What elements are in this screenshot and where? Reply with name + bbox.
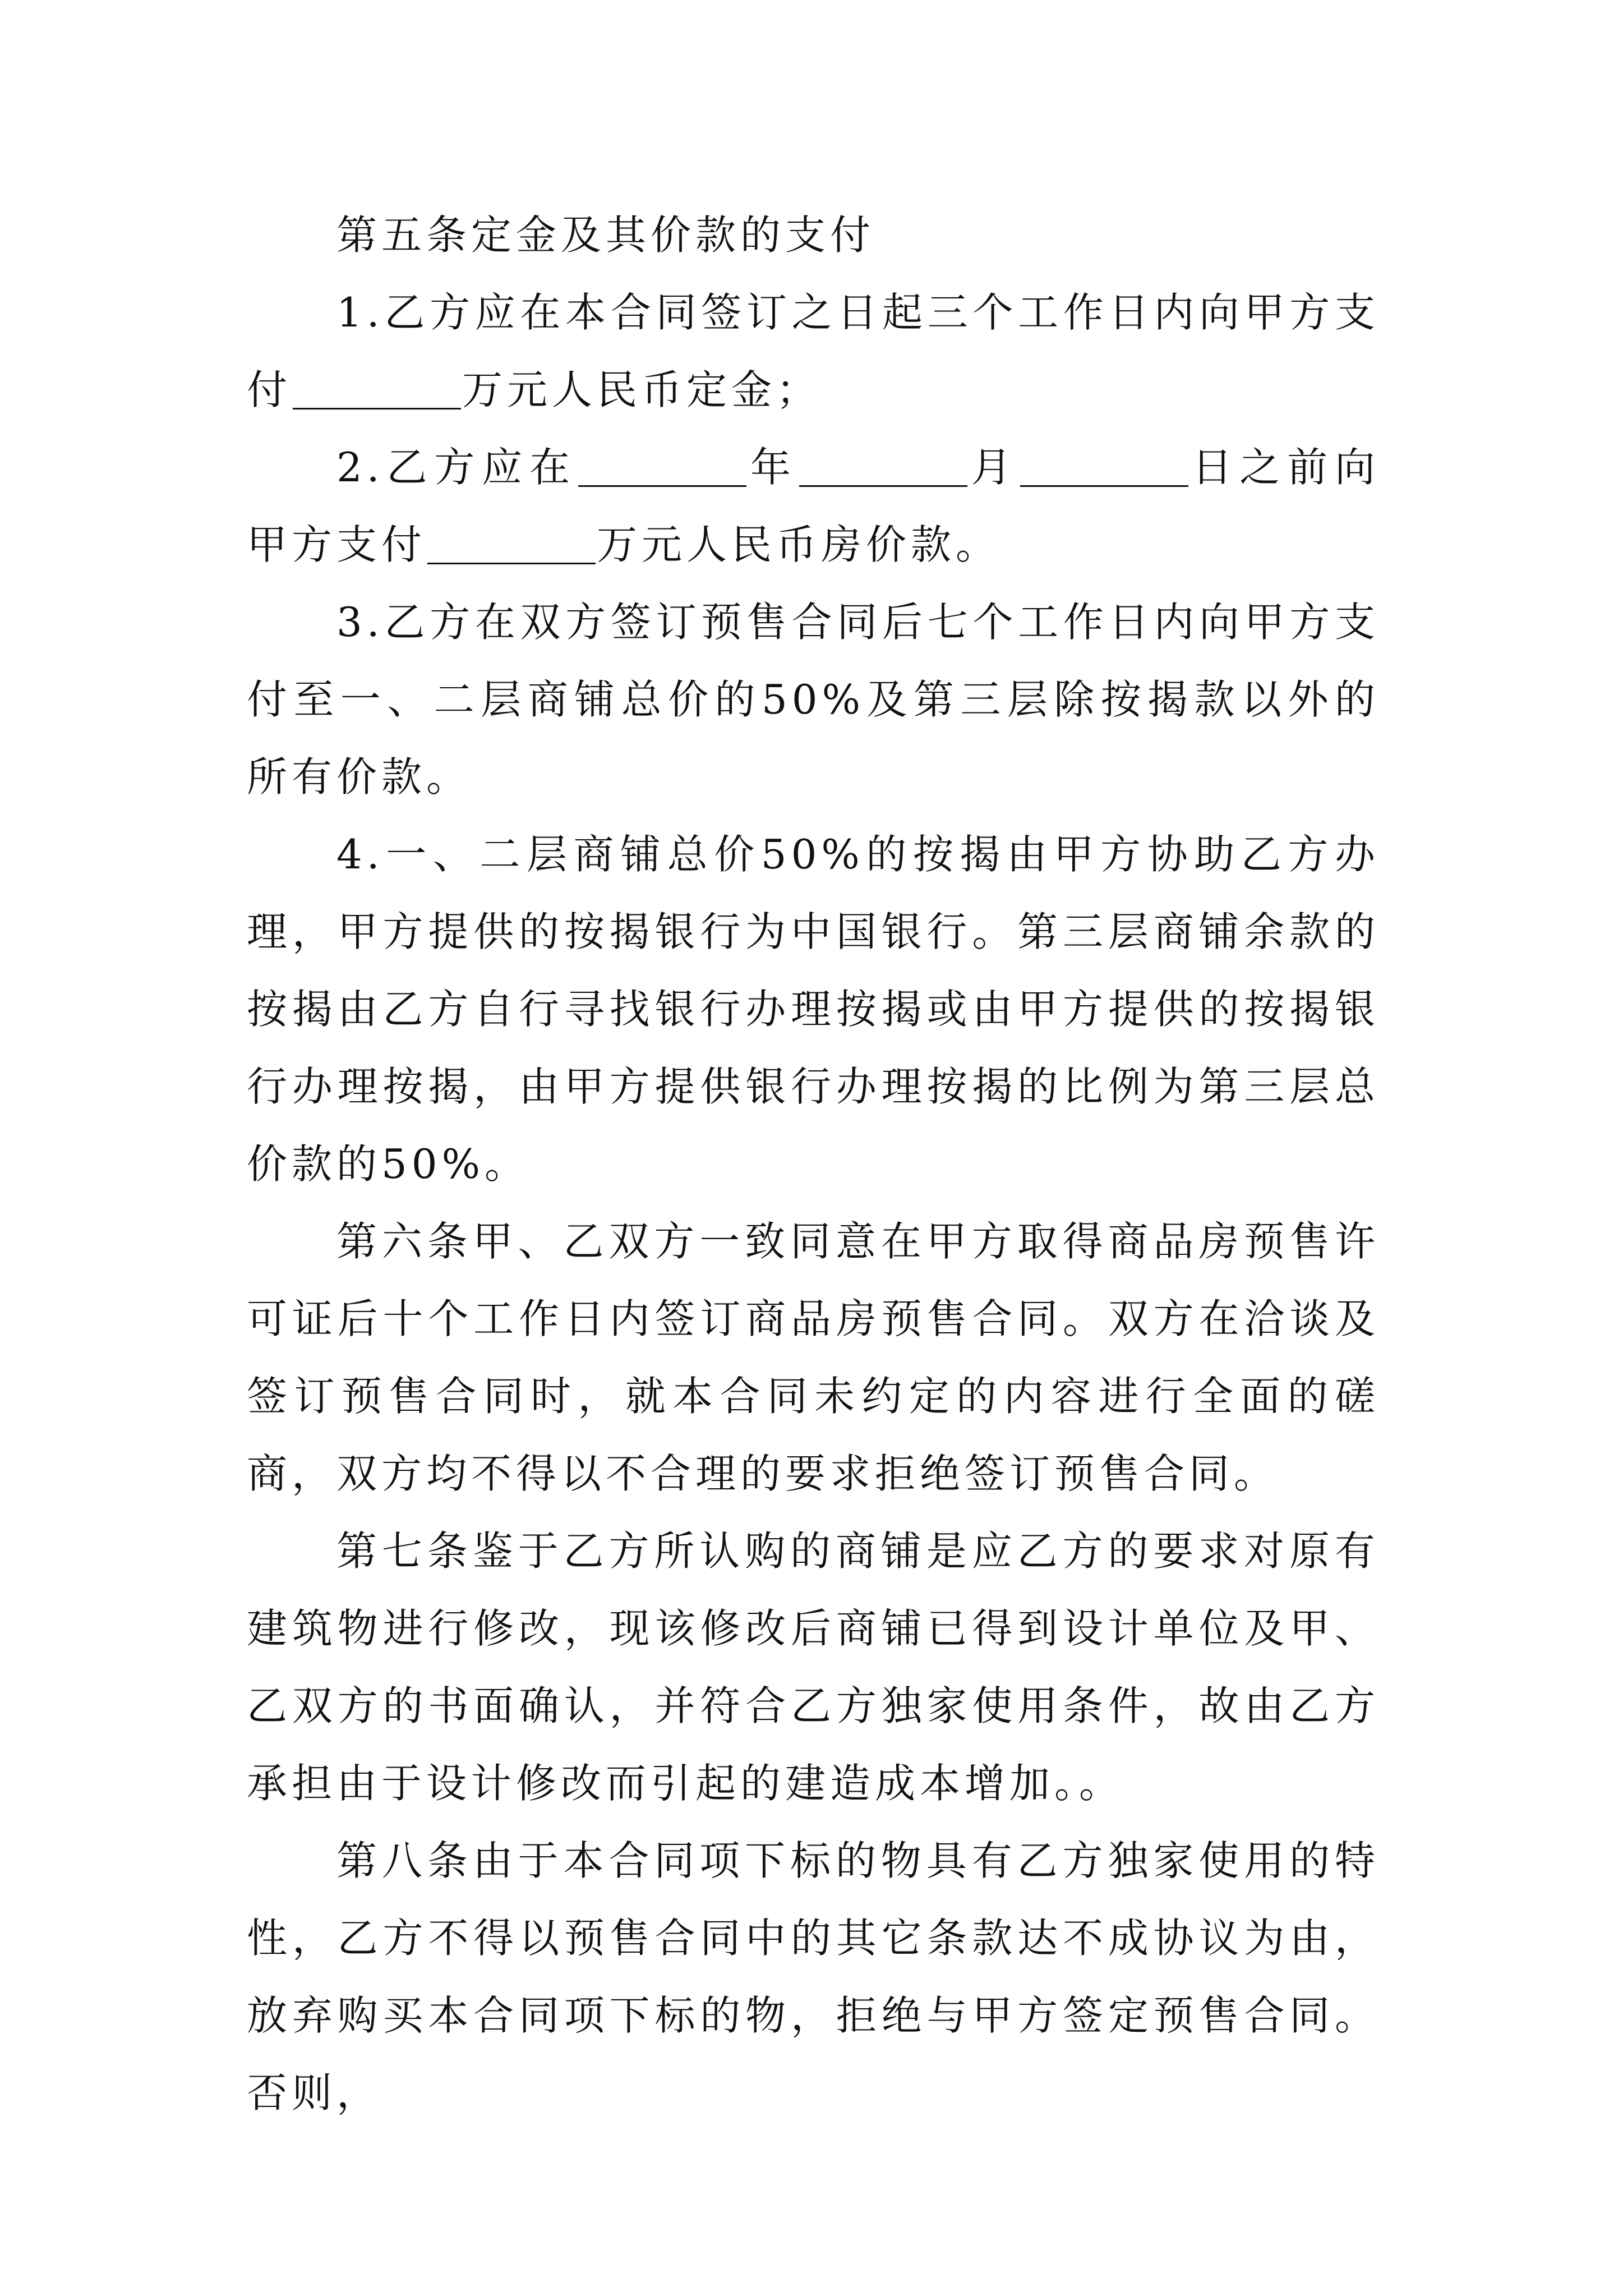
paragraph-article-5-title: 第五条定金及其价款的支付	[336, 211, 875, 259]
paragraph-article-6: 第六条甲、乙双方一致同意在甲方取得商品房预售许可证后十个工作日内签订商品房预售合同。双方在洽谈及签订预售合同时，就本合同未约定的内容进行全面的磋商，双方均不得以不合理的要求拒绝签订预售合同。	[247, 1218, 1380, 1497]
paragraph-clause-3: 3.乙方在双方签订预售合同后七个工作日内向甲方支付至一、二层商铺总价的50%及第三层除按揭款以外的所有价款。	[247, 599, 1380, 800]
blank-day[interactable]	[1020, 445, 1188, 487]
clause-2-text-month: 月	[968, 444, 1019, 491]
paragraph-clause-4: 4.一、二层商铺总价50%的按揭由甲方协助乙方办理，甲方提供的按揭银行为中国银行。第三层商铺余款的按揭由乙方自行寻找银行办理按揭或由甲方提供的按揭银行办理按揭，由甲方提供银行办理按揭的比例为第三层总价款的50%。	[247, 831, 1380, 1188]
blank-month[interactable]	[799, 445, 967, 487]
blank-payment-amount[interactable]	[427, 522, 596, 564]
paragraph-article-7: 第七条鉴于乙方所认购的商铺是应乙方的要求对原有建筑物进行修改，现该修改后商铺已得到设计单位及甲、乙双方的书面确认，并符合乙方独家使用条件，故由乙方承担由于设计修改而引起的建造成本增加。。	[247, 1527, 1380, 1807]
clause-1-text-b: 万元人民币定金；	[462, 366, 822, 413]
paragraph-article-8: 第八条由于本合同项下标的物具有乙方独家使用的特性，乙方不得以预售合同中的其它条款达不成协议为由，放弃购买本合同项下标的物，拒绝与甲方签定预售合同。否则，	[247, 1837, 1380, 2116]
clause-2-text-year: 年	[748, 444, 798, 491]
document-body	[247, 196, 1380, 2132]
clause-1-text-a: 1.乙方应在本合同签订之日起三个工作日内向甲方支付	[247, 289, 1380, 413]
clause-2-text-b: 日之前向甲方支付	[247, 444, 1380, 568]
blank-deposit-amount[interactable]	[293, 367, 461, 409]
clause-2-text-c: 万元人民币房价款。	[597, 521, 1001, 568]
paragraph-clause-1	[247, 274, 1380, 429]
clause-2-text-a: 2.乙方应在	[336, 444, 578, 491]
paragraph-clause-2	[247, 429, 1380, 583]
blank-year[interactable]	[578, 445, 746, 487]
